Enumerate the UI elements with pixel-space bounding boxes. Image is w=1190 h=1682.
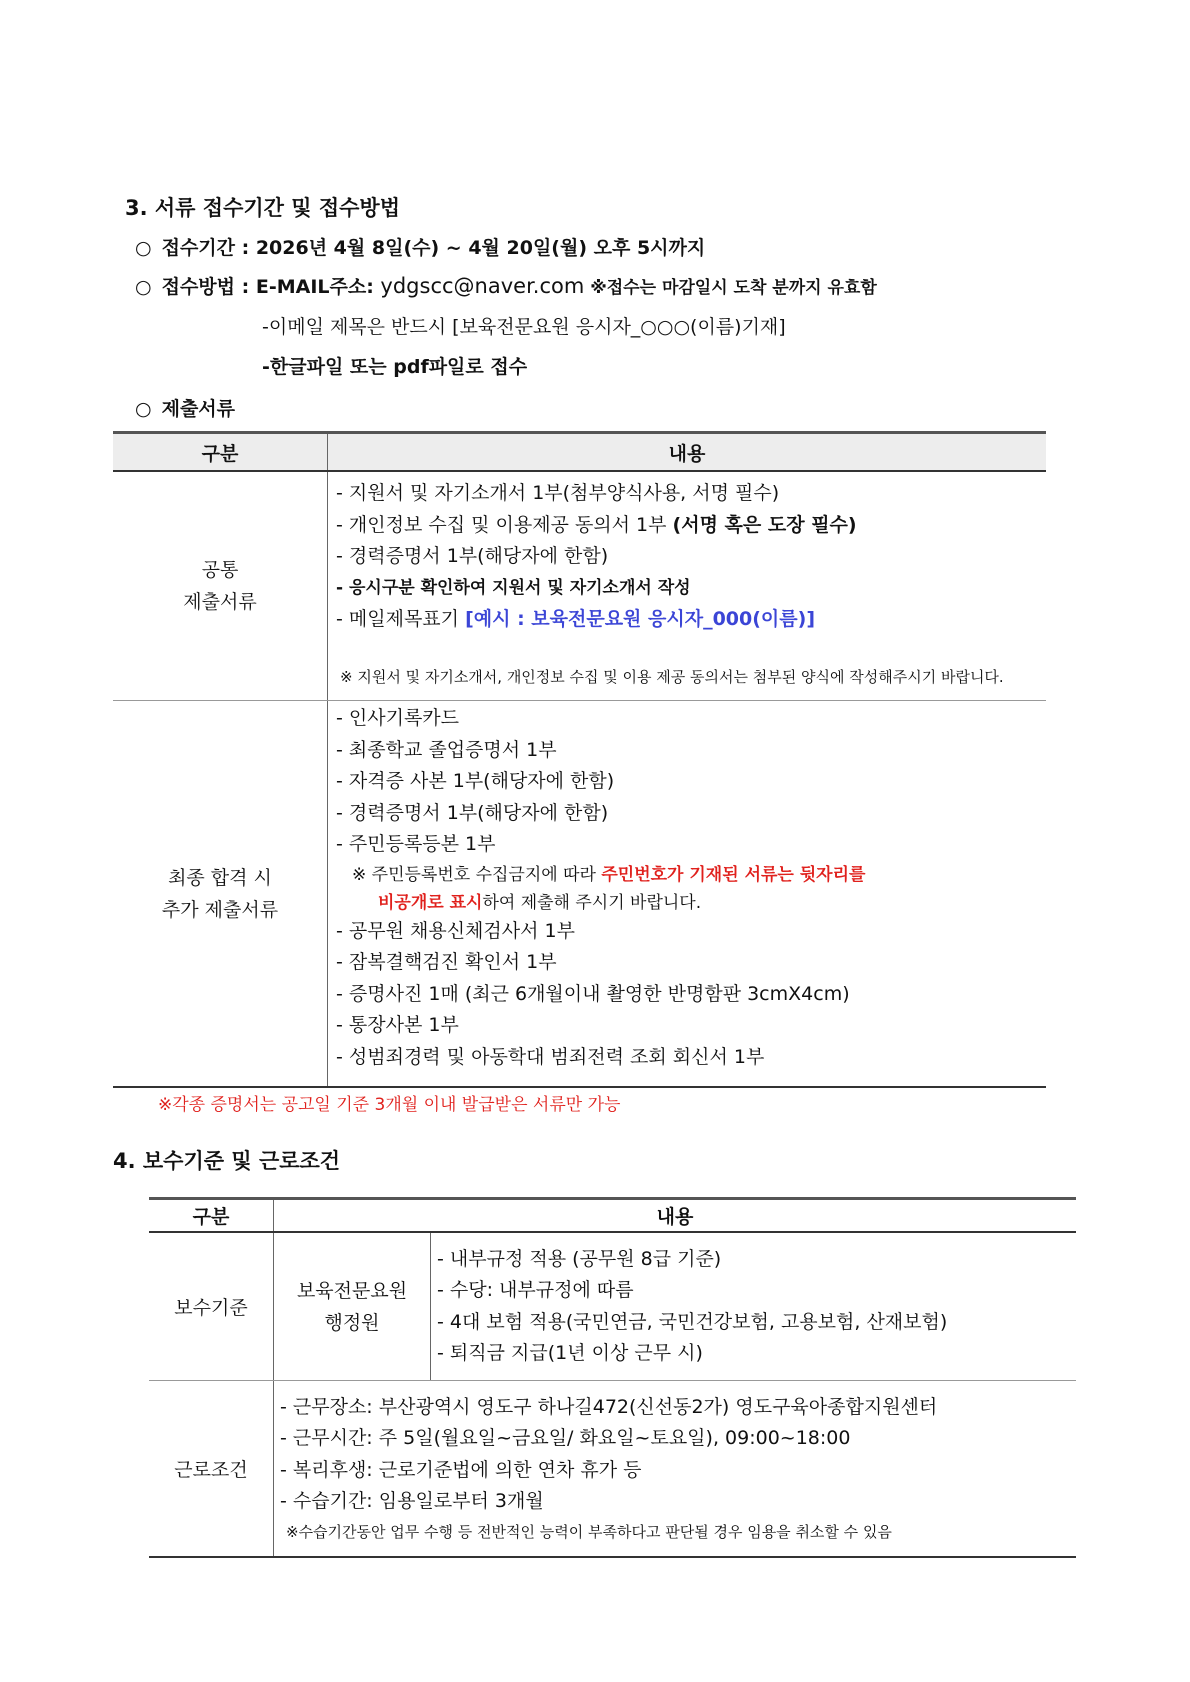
certificate-footnote: ※각종 증명서는 공고일 기준 3개월 이내 발급받은 서류만 가능 [158, 1095, 621, 1115]
note-text: 하여 제출해 주시기 바랍니다. [482, 892, 702, 913]
resident-number-note-cont [336, 890, 1046, 916]
list-item: - 공무원 채용신체검사서 1부 [336, 919, 575, 942]
bullet-circle-icon: ○ [135, 398, 152, 420]
file-rule: -한글파일 또는 pdf파일로 접수 [262, 356, 528, 378]
table1-header-category: 구분 [113, 433, 328, 472]
list-item: - 주민등록등본 1부 [336, 833, 496, 855]
table-row [149, 1232, 1076, 1381]
list-item-text: - 개인정보 수집 및 이용제공 동의서 1부 [336, 513, 673, 536]
pay-sub-label [274, 1232, 431, 1381]
pay-content [431, 1232, 1077, 1381]
list-item [336, 604, 1046, 636]
probation-note: ※수습기간동안 업무 수행 등 전반적인 능력이 부족하다고 판단될 경우 임용을 취소할 수 있음 [286, 1522, 892, 1541]
list-item: - 내부규정 적용 (공무원 8급 기준) [437, 1247, 722, 1270]
pay-conditions-table [149, 1197, 1076, 1558]
table1-header-content: 내용 [328, 433, 1047, 472]
list-item: - 지원서 및 자기소개서 1부(첨부양식사용, 서명 필수) [336, 482, 780, 504]
list-item: - 퇴직금 지급(1년 이상 근무 시) [437, 1342, 703, 1364]
method-label: 접수방법 : E-MAIL주소: [161, 276, 381, 298]
mail-subject-example: [예시 : 보육전문요원 응시자_000(이름)] [465, 608, 816, 630]
common-label-line2: 제출서류 [183, 591, 257, 613]
list-item: - 4대 보험 적용(국민연금, 국민건강보험, 고용보험, 산재보험) [437, 1310, 948, 1333]
list-item: - 성범죄경력 및 아동학대 범죄전력 조회 회신서 1부 [336, 1045, 765, 1068]
list-item: - 수당: 내부규정에 따름 [437, 1279, 634, 1301]
section4-title: 4. 보수기준 및 근로조건 [113, 1149, 341, 1173]
email-subject-rule: -이메일 제목은 반드시 [보육전문요원 응시자_○○○(이름)기재] [262, 316, 786, 338]
common-docs-content [328, 471, 1047, 701]
list-item: - 인사기록카드 [336, 707, 460, 729]
list-item: - 근무장소: 부산광역시 영도구 하나길472(신선동2가) 영도구육아종합지원센터 [280, 1395, 938, 1418]
final-label-line2: 추가 제출서류 [161, 898, 279, 921]
table-row [149, 1381, 1076, 1558]
list-item [336, 510, 1046, 542]
table2-header-content: 내용 [274, 1199, 1077, 1233]
period-line [135, 233, 705, 260]
list-item: - 경력증명서 1부(해당자에 한함) [336, 545, 609, 567]
list-item: - 통장사본 1부 [336, 1014, 459, 1036]
table2-header-category: 구분 [149, 1199, 274, 1233]
documents-table [113, 431, 1046, 1088]
pay-sub-line2: 행정원 [324, 1311, 380, 1334]
final-docs-label [113, 701, 328, 1088]
table-row [113, 701, 1046, 1088]
docs-line [135, 394, 235, 421]
note-text: ※ 주민등록번호 수집금지에 따라 [352, 864, 602, 885]
bullet-circle-icon: ○ [135, 237, 152, 259]
table-row [113, 471, 1046, 701]
list-item: - 경력증명서 1부(해당자에 한함) [336, 801, 609, 824]
period-text: 접수기간 : 2026년 4월 8일(수) ~ 4월 20일(월) 오후 5시까지 [161, 237, 706, 259]
email-address: ydgscc@naver.com [380, 274, 585, 298]
list-item: - 자격증 사본 1부(해당자에 한함) [336, 770, 615, 792]
work-label: 근로조건 [149, 1381, 274, 1558]
final-docs-content [328, 701, 1047, 1088]
list-item: - 근무시간: 주 5일(월요일~금요일/ 화요일~토요일), 09:00~18:00 [280, 1427, 851, 1449]
note-emphasis: 주민번호가 기재된 서류는 뒷자리를 [601, 864, 866, 885]
list-item: - 최종학교 졸업증명서 1부 [336, 738, 557, 761]
method-line [135, 272, 877, 299]
resident-number-note [336, 861, 1046, 890]
list-item-emphasis: (서명 혹은 도장 필수) [672, 513, 857, 536]
common-docs-note: ※ 지원서 및 자기소개서, 개인정보 수집 및 이용 제공 동의서는 첨부된 양식에 작성해주시기 바랍니다. [340, 667, 1004, 686]
bullet-circle-icon: ○ [135, 276, 152, 298]
common-docs-label [113, 471, 328, 701]
work-content [274, 1381, 1077, 1558]
list-item: - 응시구분 확인하여 지원서 및 자기소개서 작성 [336, 577, 691, 598]
list-item: - 복리후생: 근로기준법에 의한 연차 휴가 등 [280, 1458, 642, 1481]
pay-label: 보수기준 [149, 1232, 274, 1381]
note-emphasis: 비공개로 표시 [378, 892, 483, 913]
method-note: ※접수는 마감일시 도착 분까지 유효함 [584, 278, 877, 298]
list-item-text: - 메일제목표기 [336, 608, 466, 630]
docs-label: 제출서류 [161, 398, 236, 420]
list-item: - 증명사진 1매 (최근 6개월이내 촬영한 반명함판 3cmX4cm) [336, 982, 850, 1005]
list-item: - 잠복결핵검진 확인서 1부 [336, 951, 557, 973]
pay-sub-line1: 보육전문요원 [296, 1279, 408, 1302]
list-item: - 수습기간: 임용일로부터 3개월 [280, 1490, 544, 1512]
common-label-line1: 공통 [201, 559, 239, 581]
section3-title: 3. 서류 접수기간 및 접수방법 [125, 196, 400, 220]
final-label-line1: 최종 합격 시 [168, 866, 272, 889]
